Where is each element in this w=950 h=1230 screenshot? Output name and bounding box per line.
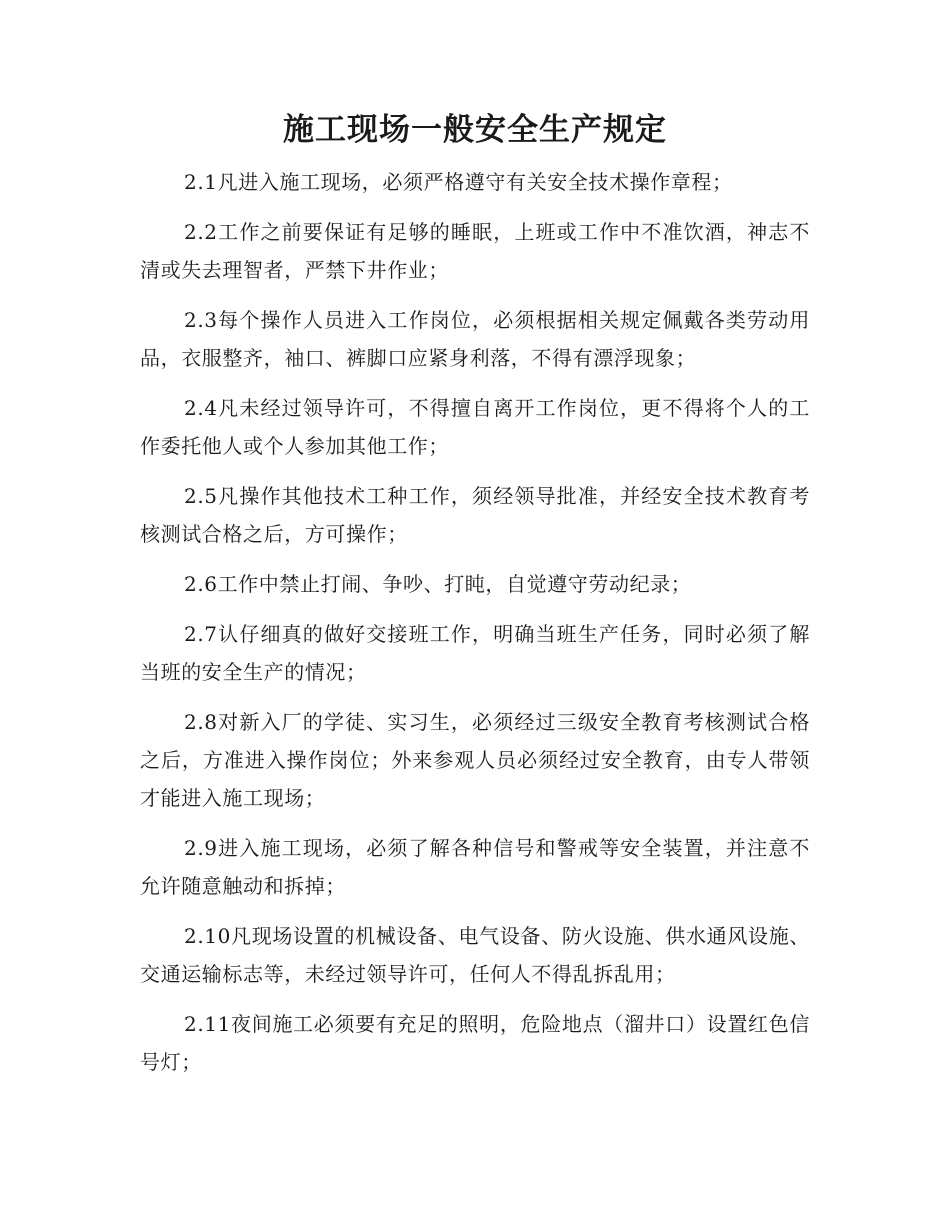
paragraph-2-4: 2.4凡未经过领导许可，不得擅自离开工作岗位，更不得将个人的工作委托他人或个人参加其他工作； — [140, 396, 810, 458]
paragraph-2-10: 2.10凡现场设置的机械设备、电气设备、防火设施、供水通风设施、交通运输标志等，未经过领导许可，任何人不得乱拆乱用； — [140, 924, 810, 986]
paragraph-2-7: 2.7认仔细真的做好交接班工作，明确当班生产任务，同时必须了解当班的安全生产的情况； — [140, 622, 810, 684]
paragraph-2-11: 2.11夜间施工必须要有充足的照明，危险地点（溜井口）设置红色信号灯； — [140, 1012, 810, 1074]
paragraph-2-6: 2.6工作中禁止打闹、争吵、打盹，自觉遵守劳动纪录； — [184, 572, 692, 596]
paragraph-2-9: 2.9进入施工现场，必须了解各种信号和警戒等安全装置，并注意不允许随意触动和拆掉； — [140, 836, 810, 898]
paragraph-2-1: 2.1凡进入施工现场，必须严格遵守有关安全技术操作章程； — [184, 170, 733, 194]
paragraph-2-3: 2.3每个操作人员进入工作岗位，必须根据相关规定佩戴各类劳动用品，衣服整齐，袖口、裤脚口应紧身利落，不得有漂浮现象； — [140, 308, 810, 370]
document-title: 施工现场一般安全生产规定 — [283, 112, 667, 148]
paragraph-2-8: 2.8对新入厂的学徒、实习生，必须经过三级安全教育考核测试合格之后，方准进入操作岗位；外来参观人员必须经过安全教育，由专人带领才能进入施工现场； — [140, 710, 810, 810]
paragraph-2-2: 2.2工作之前要保证有足够的睡眠，上班或工作中不准饮酒，神志不清或失去理智者，严禁下井作业； — [140, 220, 810, 282]
paragraph-2-5: 2.5凡操作其他技术工种工作，须经领导批准，并经安全技术教育考核测试合格之后，方可操作； — [140, 484, 810, 546]
document-body — [140, 163, 810, 1093]
